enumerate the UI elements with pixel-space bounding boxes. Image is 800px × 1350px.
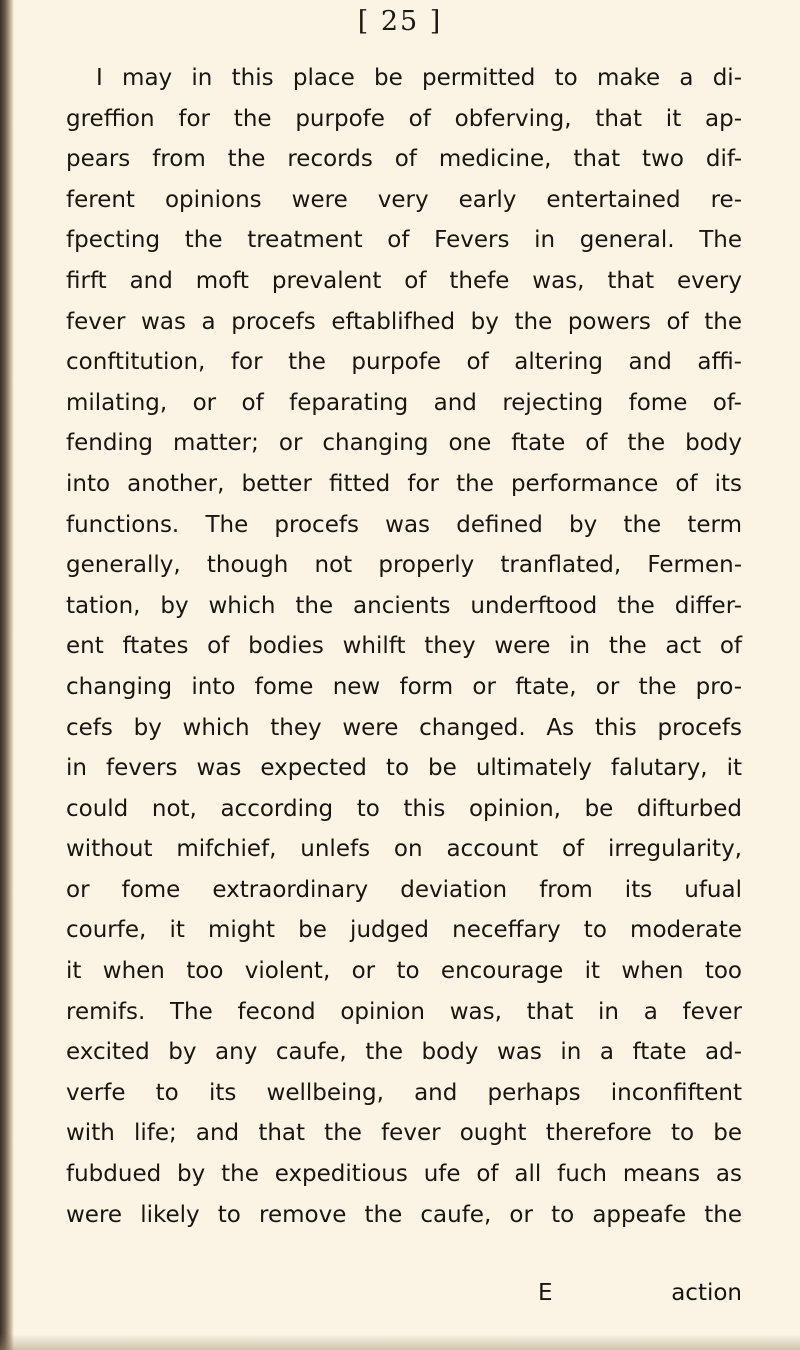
- text-line: verfe to its wellbeing, and perhaps inconfiftent: [66, 1079, 742, 1106]
- text-line: milating, or of feparating and rejecting fome of-: [66, 389, 742, 416]
- text-line: functions. The procefs was defined by the term: [66, 511, 742, 538]
- page-bottom-shadow: [0, 1334, 800, 1350]
- text-line: tation, by which the ancients underftood the differ-: [66, 592, 742, 619]
- text-line: fpecting the treatment of Fevers in general. The: [66, 227, 742, 254]
- text-line: firft and moft prevalent of thefe was, that every: [66, 267, 742, 294]
- page-footer: [66, 1280, 742, 1320]
- text-line: it when too violent, or to encourage it when too: [66, 958, 742, 985]
- text-line: pears from the records of medicine, that two dif-: [66, 146, 742, 173]
- text-line: without mifchief, unlefs on account of irregularity,: [66, 836, 742, 863]
- text-line: generally, though not properly tranflated, Fermen-: [66, 552, 742, 579]
- page-number-header: [ 25 ]: [357, 6, 443, 37]
- text-line: fever was a procefs eftablifhed by the powers of the: [66, 308, 742, 335]
- signature-mark: E: [538, 1280, 553, 1306]
- text-line: could not, according to this opinion, be difturbed: [66, 795, 742, 822]
- text-line: changing into fome new form or ftate, or the pro-: [66, 673, 742, 700]
- text-line: courfe, it might be judged neceffary to moderate: [66, 917, 742, 944]
- catchword: action: [671, 1280, 742, 1306]
- text-line: in fevers was expected to be ultimately falutary, it: [66, 755, 742, 782]
- text-line: were likely to remove the caufe, or to appeafe the: [66, 1201, 742, 1228]
- text-line: cefs by which they were changed. As this procefs: [66, 714, 742, 741]
- text-line: I may in this place be permitted to make a di-: [96, 65, 742, 91]
- text-line: remifs. The fecond opinion was, that in a fever: [66, 998, 742, 1025]
- text-line: into another, better fitted for the performance of its: [66, 470, 742, 497]
- body-paragraph: [66, 58, 742, 1235]
- text-line: greffion for the purpofe of obferving, that it ap-: [66, 105, 742, 132]
- page-gutter-shadow: [0, 0, 14, 1350]
- text-line: fending matter; or changing one ftate of the body: [66, 430, 742, 457]
- text-line: ferent opinions were very early entertained re-: [66, 186, 742, 213]
- text-line: ent ftates of bodies whilft they were in the act of: [66, 633, 742, 660]
- text-line: excited by any caufe, the body was in a ftate ad-: [66, 1039, 742, 1066]
- text-line: with life; and that the fever ought therefore to be: [66, 1120, 742, 1147]
- text-line: conftitution, for the purpofe of altering and affi-: [66, 349, 742, 376]
- text-line: fubdued by the expeditious ufe of all fuch means as: [66, 1161, 742, 1188]
- text-line: or fome extraordinary deviation from its ufual: [66, 876, 742, 903]
